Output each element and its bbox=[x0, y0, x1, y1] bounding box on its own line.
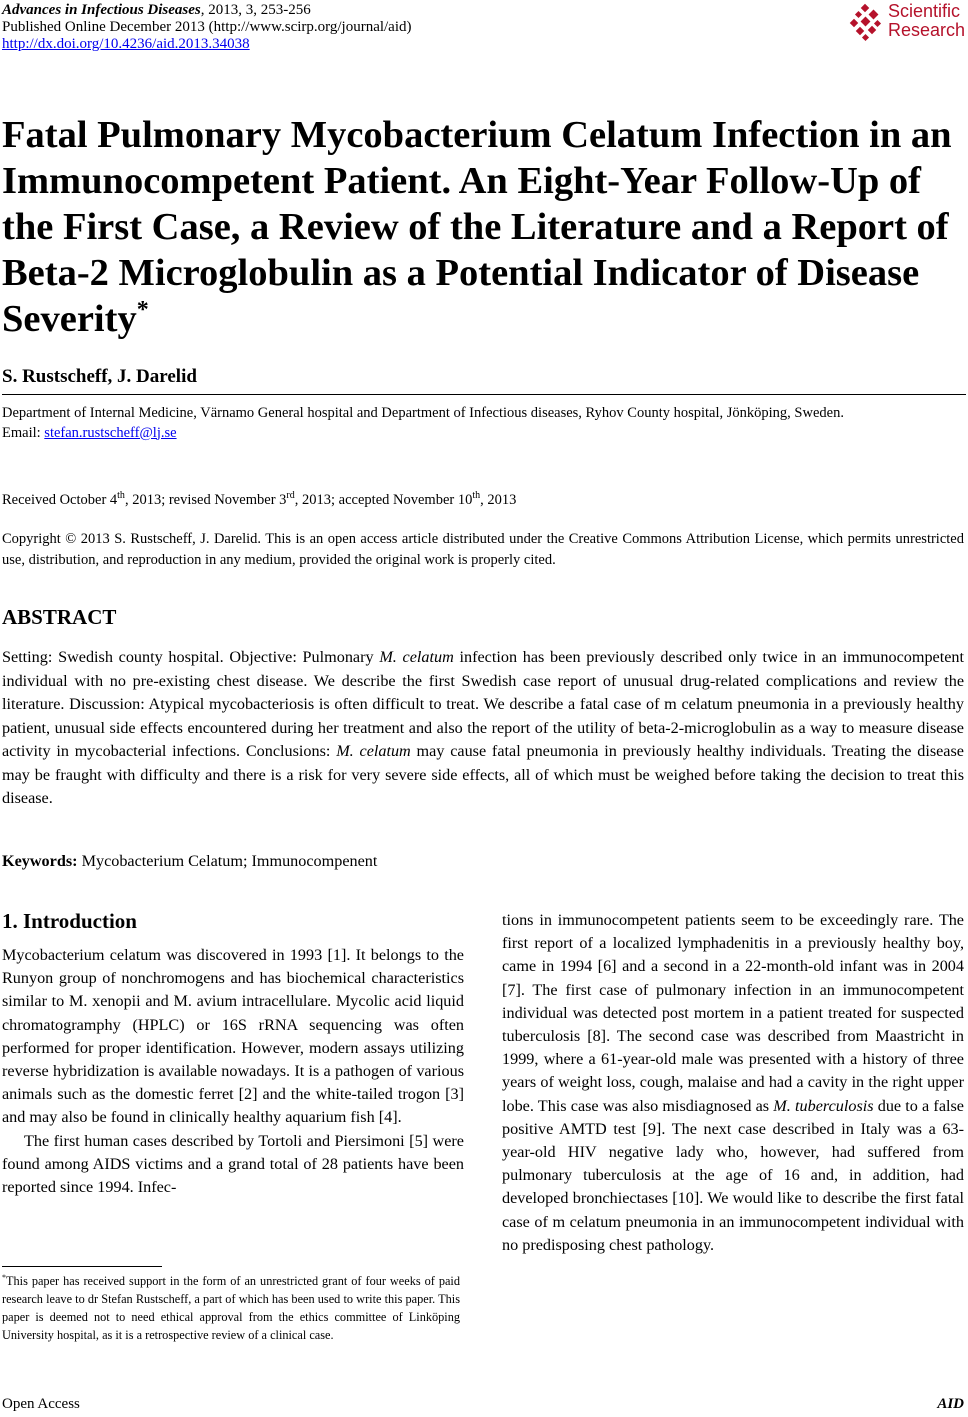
scientific-research-logo bbox=[848, 2, 966, 44]
received-date: Received October 4 bbox=[2, 491, 118, 508]
ordinal-suffix: th bbox=[472, 490, 481, 501]
keywords bbox=[2, 852, 377, 871]
abstract-heading: ABSTRACT bbox=[2, 605, 117, 629]
intro-paragraph-continued bbox=[502, 909, 964, 1257]
doi-link[interactable]: http://dx.doi.org/10.4236/aid.2013.34038 bbox=[2, 36, 250, 52]
journal-name: Advances in Infectious Diseases bbox=[2, 2, 201, 18]
revised-date: , 2013; revised November 3 bbox=[124, 491, 287, 508]
affiliation: Department of Internal Medicine, Värnamo General hospital and Department of Infectious diseases, Ryhov County hospital, Jönköping, Sweden. bbox=[2, 405, 844, 421]
author-divider bbox=[2, 394, 966, 395]
abstract-text bbox=[2, 646, 964, 811]
keywords-list: Mycobacterium Celatum; Immunocompenent bbox=[77, 852, 378, 870]
title-text: Fatal Pulmonary Mycobacterium Celatum Infection in an Immunocompetent Patient. An Eight-Year Follow-Up of the First Case, a Review of the Literature and a Report of Beta-2 Microglobulin as a Potential Indicator of Disease Severity bbox=[2, 114, 952, 340]
species-name: M. celatum bbox=[379, 648, 454, 666]
copyright-notice: Copyright © 2013 S. Rustscheff, J. Darelid. This is an open access article distributed under the Creative Commons Attribution License, which permits unrestricted use, distribution, and reproduction in any medium, provided the original work is properly cited. bbox=[2, 531, 964, 568]
footer-journal-abbrev: AID bbox=[937, 1396, 964, 1412]
intro-paragraph-1: Mycobacterium celatum was discovered in 1993 [1]. It belongs to the Runyon group of nonchromogens and has biochemical characteristics similar to M. xenopii and M. avium intracellulare. Mycolic acid liquid chromatogramphy (HPLC) or 16S rRNA sequencing was often performed for proper identification. However, modern assays utilizing reverse hybridization is available nowadays. It is a pathogen of various animals such as the domestic ferret [2] and the white-tailed trogon [3] and may also be found in clinically healthy aquarium fish [4]. bbox=[2, 946, 464, 1127]
journal-volume-pages: , 2013, 3, 253-256 bbox=[200, 2, 311, 18]
footer-open-access: Open Access bbox=[2, 1396, 80, 1412]
abstract-part: infection has been previously described only twice in an immunocompetent individual with no pre-existing chest disease. We describe the first Swedish case report of unusual drug-related complications and review the literature. Discussion: Atypical mycobacteriosis is often difficult to treat. We describe a fatal case of m celatum pneumonia in a previously healthy patient, unusual side effects encountered during her treatment and also the report of the utility of beta-2-microglobulin as a way to measure disease activity in mycobacterial infections. Conclusions: bbox=[2, 648, 964, 760]
keywords-label: Keywords: bbox=[2, 852, 78, 870]
abstract-part: Setting: Swedish county hospital. Objective: Pulmonary bbox=[2, 648, 380, 666]
right-column bbox=[502, 909, 964, 1257]
email-label: Email: bbox=[2, 424, 45, 441]
email-link[interactable]: stefan.rustscheff@lj.se bbox=[44, 424, 177, 441]
article-title bbox=[2, 112, 962, 342]
logo-line-1: Scientific bbox=[888, 1, 961, 21]
email-line bbox=[2, 424, 964, 444]
footnote-mark: * bbox=[2, 1273, 6, 1282]
footnote-divider bbox=[2, 1266, 162, 1267]
section-heading-introduction: 1. Introduction bbox=[2, 909, 137, 933]
ordinal-suffix: th bbox=[117, 490, 125, 501]
journal-citation bbox=[2, 2, 311, 19]
accepted-date: , 2013; accepted November 10 bbox=[294, 491, 473, 508]
species-name: M. celatum bbox=[336, 742, 411, 760]
authors: S. Rustscheff, J. Darelid bbox=[2, 366, 197, 387]
received-dates bbox=[2, 486, 516, 510]
year: , 2013 bbox=[480, 491, 517, 508]
published-online: Published Online December 2013 (http://www.scirp.org/journal/aid) bbox=[2, 19, 412, 35]
left-column bbox=[2, 906, 464, 1199]
paragraph-part: due to a false positive AMTD test [9]. The next case described in Italy was a 63-year-old HIV negative lady who, however, had suffered from pulmonary tuberculosis at the age of 16 and, in addition, had developed bronchiectases [10]. We would like to describe the first fatal case of m celatum pneumonia in an immunocompetent individual with no predisposing chest pathology. bbox=[502, 1096, 964, 1254]
publisher-logo-icon bbox=[848, 3, 886, 43]
paragraph-part: tions in immunocompetent patients seem to be exceedingly rare. The first report of a localized lymphadenitis in a previously healthy boy, came in 1994 [6] and a second in a 22-month-old infant was in 2004 [7]. The first case of pulmonary infection in an immunocompetent individual was detected post mortem in a patient treated for suspected tuberculosis [8]. The second case was described from Maastricht in 1999, where a 61-year-old male was presented with a history of three years of weight loss, cough, malaise and had a cavity in the right upper lobe. This case was also misdiagnosed as bbox=[502, 911, 964, 1115]
species-name: M. tuberculosis bbox=[773, 1096, 874, 1115]
intro-paragraph-2: The first human cases described by Tortoli and Piersimoni [5] were found among AIDS victims and a grand total of 28 patients have been reported since 1994. Infec- bbox=[2, 1131, 464, 1197]
affiliation-block bbox=[2, 404, 964, 443]
footnote bbox=[2, 1269, 460, 1344]
logo-wordmark bbox=[888, 2, 965, 40]
abstract-part: may cause fatal pneumonia in previously healthy individuals. Treating the disease may be fraught with difficulty and there is a risk for very severe side effects, all of which must be weighed before taking the decision to treat this disease. bbox=[2, 742, 964, 807]
ordinal-suffix: rd bbox=[286, 490, 295, 501]
logo-line-2: Research bbox=[888, 20, 966, 40]
footnote-text: This paper has received support in the form of an unrestricted grant of four weeks of paid research leave to dr Stefan Rustscheff, a part of which has been used to write this paper. This paper is deemed not to need ethical approval from the ethics committee of Linköping University hospital, as it is a retrospective review of a clinical case. bbox=[2, 1274, 460, 1343]
title-footnote-mark: * bbox=[136, 297, 149, 324]
